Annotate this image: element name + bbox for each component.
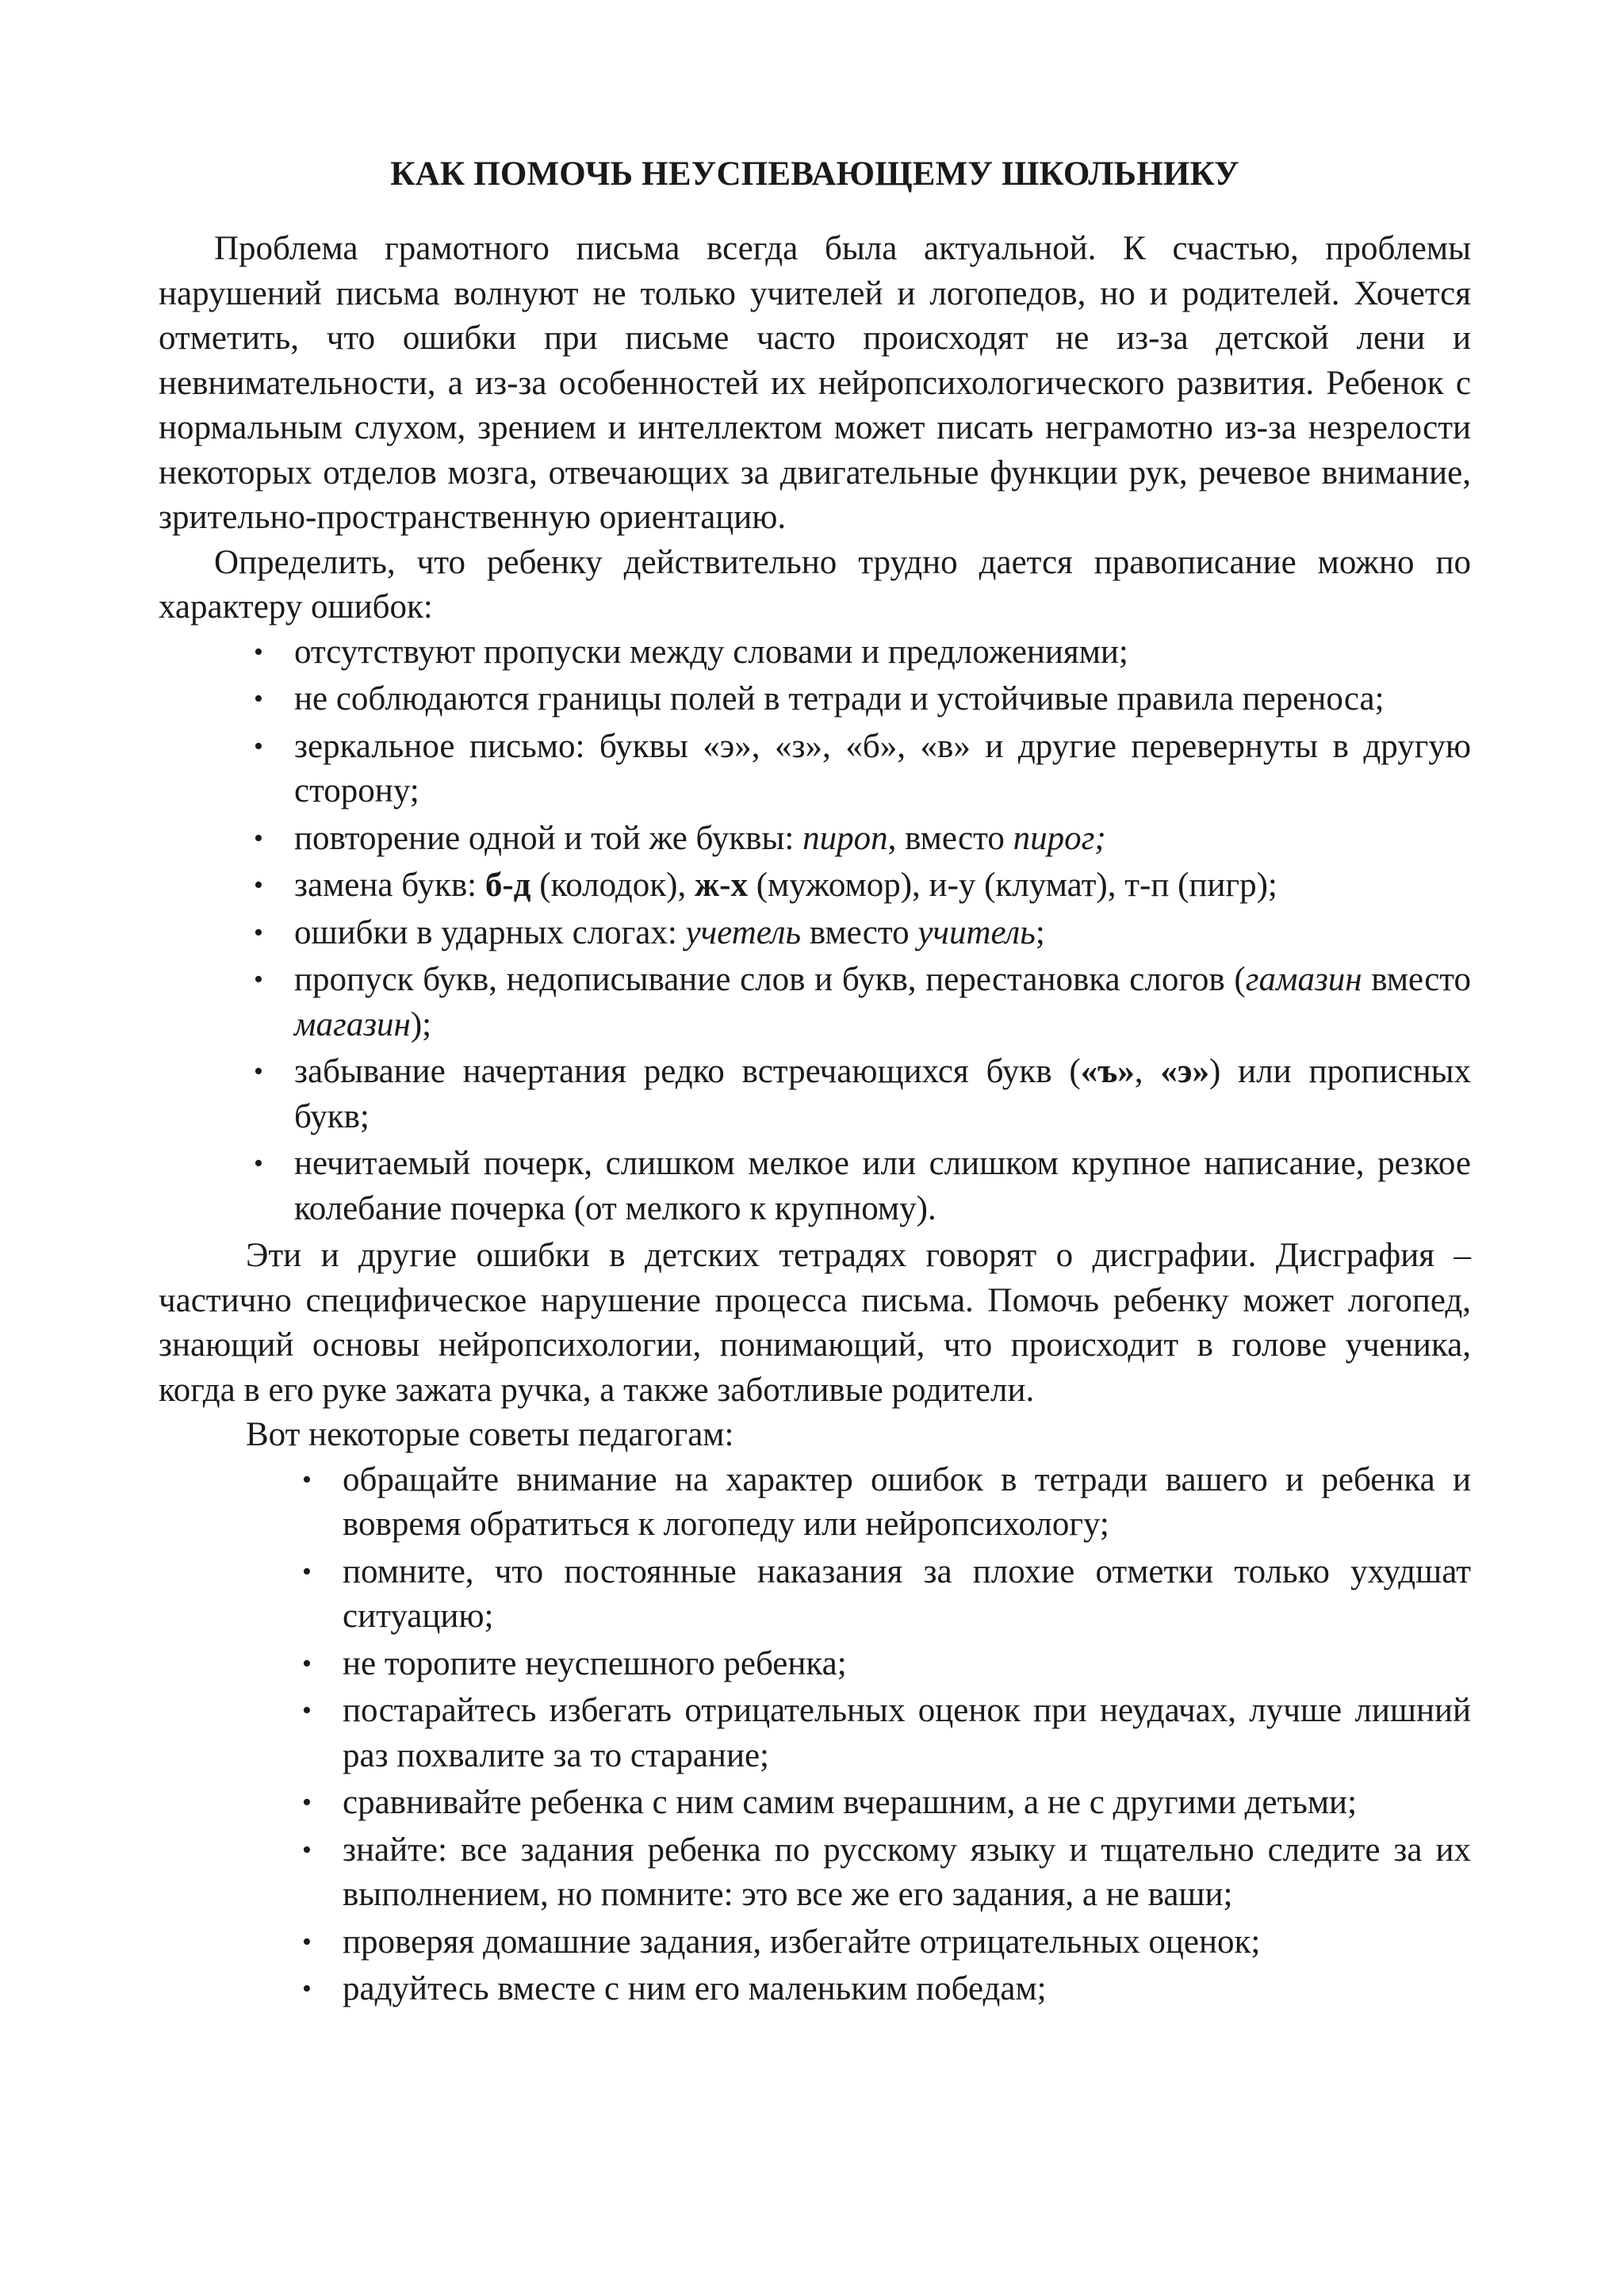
bullet-icon: • — [254, 1149, 263, 1178]
list-item — [254, 958, 1472, 1047]
list-item — [302, 1781, 1471, 1826]
list-item — [302, 1642, 1471, 1687]
list-item-text: знайте: все задания ребенка по русскому языку и тщательно следите за их выполнением, но помните: это все же его задания, а не ваши; — [343, 1831, 1471, 1913]
list-item — [302, 1920, 1471, 1965]
list-item — [254, 911, 1471, 956]
bullet-icon: • — [254, 684, 263, 714]
example-correct: пирог; — [1013, 819, 1106, 857]
list-item — [302, 1967, 1471, 2012]
list-item — [254, 630, 1471, 675]
list-item-text: ) или прописных букв; — [294, 1053, 1472, 1135]
document-title: КАК ПОМОЧЬ НЕУСПЕВАЮЩЕМУ ШКОЛЬНИКУ — [390, 155, 1239, 193]
example-wrong: учетель — [685, 913, 802, 951]
list-item — [254, 725, 1471, 814]
bullet-icon: • — [254, 823, 263, 853]
list-item-text: не торопите неуспешного ребенка; — [343, 1644, 847, 1682]
list-item-text: , вместо — [887, 819, 1013, 857]
paragraph-errors-lead: Определить, что ребенку действительно трудно дается правописание можно по характеру ошибок: — [159, 543, 1471, 626]
bullet-icon: • — [254, 965, 263, 994]
list-item-text: ошибки в ударных слогах: — [294, 913, 686, 951]
bullet-icon: • — [254, 637, 263, 667]
bullet-icon: • — [302, 1648, 312, 1678]
bullet-icon: • — [254, 731, 263, 761]
error-signs-list — [159, 630, 1471, 1232]
list-item-text: забывание начертания редко встречающихся букв ( — [294, 1053, 1081, 1090]
list-item-text: нечитаемый почерк, слишком мелкое или слишком крупное написание, резкое колебание почерка (от мелкого к крупному). — [294, 1145, 1471, 1227]
letter-example: «ъ» — [1080, 1053, 1135, 1090]
list-item — [302, 1828, 1471, 1918]
letter-example: «э» — [1160, 1053, 1209, 1090]
list-item-text: (мужомор), и-у (клумат), т-п (пигр); — [747, 867, 1277, 904]
example-wrong: пироп — [802, 819, 888, 857]
bullet-icon: • — [254, 871, 263, 900]
letter-pair: б-д — [485, 867, 531, 904]
list-item — [302, 1458, 1471, 1548]
paragraph-dysgraphia: Эти и другие ошибки в детских тетрадях говорят о дисграфии. Дисграфия – частично специфическое нарушение процесса письма. Помочь ребенку может логопед, знающий основы нейропсихологии, понимающий, что происходит в голове ученика, когда в его руке зажата ручка, а также заботливые родители. — [159, 1237, 1471, 1409]
list-item-text: ); — [410, 1005, 432, 1043]
list-item-text: обращайте внимание на характер ошибок в тетради вашего и ребенка и вовремя обратиться к логопеду или нейропсихологу; — [343, 1460, 1471, 1543]
list-item — [302, 1689, 1471, 1778]
list-item — [254, 1050, 1472, 1139]
list-item — [254, 1142, 1471, 1231]
example-correct: магазин — [294, 1005, 411, 1043]
list-item-text: повторение одной и той же буквы: — [294, 819, 803, 857]
list-item-text: пропуск букв, недописывание слов и букв, перестановка слогов ( — [294, 961, 1246, 998]
list-item-text: постарайтесь избегать отрицательных оценок при неудачах, лучше лишний раз похвалите за то старание; — [343, 1692, 1471, 1774]
list-item-text: зеркальное письмо: буквы «э», «з», «б», «в» и другие перевернуты в другую сторону; — [294, 727, 1471, 809]
letter-pair: ж-х — [694, 867, 748, 904]
bullet-icon: • — [254, 917, 263, 947]
paragraph-intro: Проблема грамотного письма всегда была актуальной. К счастью, проблемы нарушений письма волнуют не только учителей и логопедов, но и родителей. Хочется отметить, что ошибки при письме часто происходят не из-за детской лени и невнимательности, а из-за особенностей их нейропсихологического развития. Ребенок с нормальным слухом, зрением и интеллектом может писать неграмотно из-за незрелости некоторых отделов мозга, отвечающих за двигательные функции рук, речевое внимание, зрительно-пространственную ориентацию. — [159, 230, 1471, 536]
list-item — [254, 863, 1471, 909]
bullet-icon: • — [302, 1835, 312, 1865]
example-correct: учитель — [917, 913, 1036, 951]
list-item-text: отсутствуют пропуски между словами и предложениями; — [294, 633, 1128, 671]
list-item-text: (колодок), — [530, 867, 695, 904]
list-item-text: замена букв: — [294, 867, 485, 904]
list-item — [254, 817, 1471, 862]
list-item-text: радуйтесь вместе с ним его маленьким победам; — [343, 1970, 1047, 2007]
list-item-text: , — [1134, 1053, 1161, 1090]
list-item-text: не соблюдаются границы полей в тетради и устойчивые правила переноса; — [294, 680, 1385, 718]
list-item-text: помните, что постоянные наказания за плохие отметки только ухудшат ситуацию; — [343, 1552, 1471, 1635]
list-item-text: ; — [1035, 913, 1045, 951]
list-item — [254, 677, 1471, 722]
list-item-text: вместо — [1362, 961, 1472, 998]
bullet-icon: • — [302, 1556, 312, 1586]
bullet-icon: • — [302, 1696, 312, 1725]
bullet-icon: • — [302, 1974, 312, 2003]
list-item-text: проверяя домашние задания, избегайте отрицательных оценок; — [343, 1923, 1261, 1961]
document-page — [159, 151, 1471, 2015]
paragraph-tips-lead: Вот некоторые советы педагогам: — [246, 1416, 734, 1453]
example-wrong: гамазин — [1245, 961, 1362, 998]
list-item-text: сравнивайте ребенка с ним самим вчерашним, а не с другими детьми; — [343, 1784, 1358, 1821]
bullet-icon: • — [302, 1788, 312, 1817]
bullet-icon: • — [302, 1927, 312, 1957]
list-item-text: вместо — [801, 913, 918, 951]
bullet-icon: • — [302, 1464, 312, 1494]
list-item — [302, 1550, 1471, 1640]
tips-list — [159, 1458, 1471, 2012]
bullet-icon: • — [254, 1057, 263, 1086]
